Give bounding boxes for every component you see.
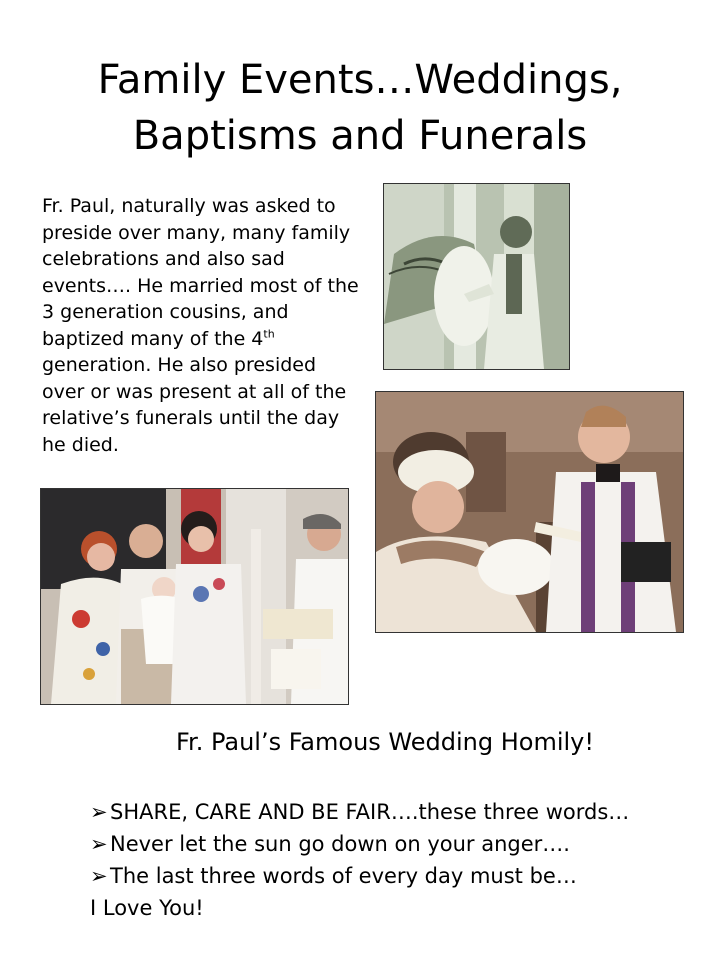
photo-icon [384,184,569,369]
list-item: ➢ SHARE, CARE AND BE FAIR….these three words… [90,796,629,828]
intro-text-before: Fr. Paul, naturally was asked to preside over many, many family celebrations and also sad events…. He married most of the 3 generation cousins, and baptized many of the 4 [42,195,359,350]
list-item: ➢ The last three words of every day must be… [90,860,629,892]
photo-icon [376,392,683,632]
title-line-1: Family Events…Weddings, [97,57,623,103]
intro-paragraph [42,193,362,458]
intro-superscript: th [263,327,275,341]
list-item: ➢ Never let the sun go down on your anger…. [90,828,629,860]
photo-family-baptism [40,488,349,705]
homily-list [90,796,629,924]
homily-closing: I Love You! [90,896,204,920]
intro-text-after: generation. He also presided over or was present at all of the relative’s funerals until the day he died. [42,354,347,456]
arrow-bullet-icon: ➢ [90,864,108,888]
arrow-bullet-icon: ➢ [90,800,108,824]
title-line-2: Baptisms and Funerals [132,113,588,159]
page-title [0,52,720,164]
photo-baptism-sepia [383,183,570,370]
homily-title: Fr. Paul’s Famous Wedding Homily! [175,728,594,756]
photo-icon [41,489,348,704]
arrow-bullet-icon: ➢ [90,832,108,856]
photo-baptism-color [375,391,684,633]
